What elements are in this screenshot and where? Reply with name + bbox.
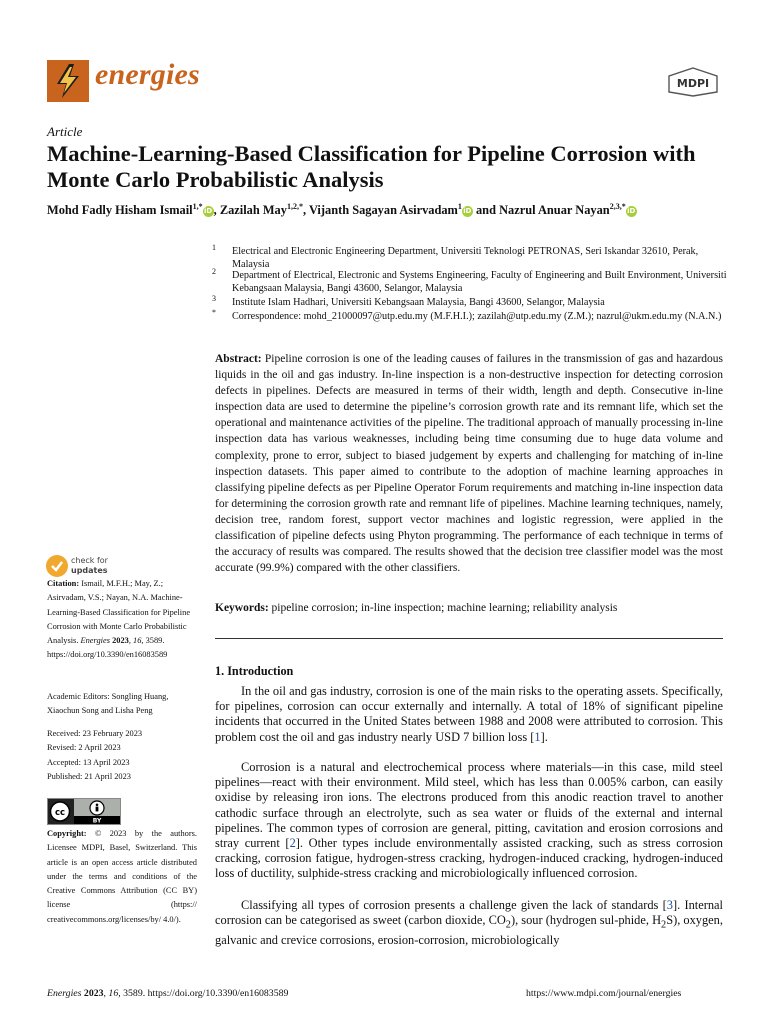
affiliation-number: 3 bbox=[212, 294, 216, 303]
cc-by-label: BY bbox=[92, 817, 102, 824]
reference-link-1[interactable]: 1 bbox=[534, 729, 541, 744]
updates-label: updates bbox=[71, 566, 108, 575]
mdpi-hexagon-icon bbox=[667, 67, 719, 97]
footer-year: 2023 bbox=[83, 988, 104, 999]
orcid-icon[interactable]: iD bbox=[627, 207, 636, 216]
affiliation-text: Electrical and Electronic Engineering Department, Universiti Teknologi PETRONAS, Seri Iskandar 32610, Perak, Malaysia bbox=[232, 246, 699, 271]
keywords bbox=[215, 602, 725, 614]
check-for-updates-badge[interactable] bbox=[46, 555, 166, 577]
author-affiliation-marker: 1 bbox=[457, 202, 462, 211]
author-affiliation-marker: 2,3,* bbox=[609, 202, 626, 211]
article-type: Article bbox=[47, 124, 83, 139]
author-name[interactable]: Vijanth Sagayan Asirvadam bbox=[308, 203, 458, 218]
author-name[interactable]: Zazilah May bbox=[219, 203, 287, 218]
orcid-icon[interactable]: iD bbox=[204, 207, 213, 216]
author-list: Mohd Fadly Hisham Ismail$^{1,*}$iD, Zazilah May$^{1,2,*}$, Vijanth Sagayan Asirvadam$^1$iD and Nazrul Anuar Nayan$^{2,3,*}$iD bbox=[47, 202, 636, 218]
abstract-label: Abstract: bbox=[215, 353, 262, 365]
date-item: Published: 21 April 2023 bbox=[47, 771, 131, 781]
affiliation-number: 2 bbox=[212, 267, 216, 276]
footer-doi[interactable]: , 3589. https://doi.org/10.3390/en16083589 bbox=[118, 988, 289, 999]
mdpi-logo[interactable] bbox=[667, 67, 719, 97]
section-divider bbox=[215, 638, 723, 639]
paper-title: Machine-Learning-Based Classification for Pipeline Corrosion with Monte Carlo Probabilistic Analysis bbox=[47, 141, 696, 192]
footer-journal-url[interactable]: https://www.mdpi.com/journal/energies bbox=[526, 988, 682, 999]
orcid-icon[interactable]: iD bbox=[463, 207, 472, 216]
section-heading-introduction: 1. Introduction bbox=[215, 664, 294, 678]
reference-link-2[interactable]: 2 bbox=[289, 836, 296, 851]
citation-journal: Energies bbox=[80, 636, 110, 646]
keywords-text: pipeline corrosion; in-line inspection; machine learning; reliability analysis bbox=[271, 602, 618, 614]
intro-paragraph-2: Corrosion is a natural and electrochemical process where materials—in this case, mild steel pipelines—react with their environment. Mild steel, which has less than 0.005% carbon, can easily oxidise by releasing iron ions. The electrons produced from this anodic reaction travel to another cathodic surface through an electrolyte, such as sea water or fluids of the external and internal pipelines. The common types of corrosion are general, pitting, cavitation and erosion corrosions and stray current [2]. Other types include environmentally assisted cracking, such as stress corrosion cracking, corrosion fatigue, hydrogen-stress cracking, hydrogen-induced cracking, hydrogen-induced loss of ductility, sulphide-stress cracking and microbiologically influenced corrosion. bbox=[215, 760, 723, 881]
intro-paragraph-1: In the oil and gas industry, corrosion is one of the main risks to the operating assets. Specifically, for pipelines, corrosion can occur externally and internally. A total of 18% of significant pipeline incidents that occurred in the United States between 1988 and 2008 were attributed to corrosion. This problem cost the oil and gas industry nearly USD 7 billion loss [1]. bbox=[215, 684, 723, 744]
check-icon bbox=[46, 555, 68, 577]
check-for-label: check for bbox=[71, 556, 108, 565]
author-name[interactable]: Nazrul Anuar Nayan bbox=[499, 203, 610, 218]
citation-pages: , 3589. bbox=[141, 636, 165, 646]
affiliation-item bbox=[214, 269, 734, 295]
journal-logo bbox=[47, 60, 89, 102]
intro-paragraph-3: Classifying all types of corrosion presents a challenge given the lack of standards [3]. Internal corrosion can be categorised as sweet (carbon dioxide, $CO_2$), sour (hydrogen sul-phide, $H_2S$), oxygen, galvanic and crevice corrosions, erosion-corrosion, microbiologically bbox=[215, 898, 723, 947]
citation-block: Citation: Ismail, M.F.H.; May, Z.; Asirvadam, V.S.; Nayan, N.A. Machine-Learning-Based Classification for Pipeline Corrosion with Monte Carlo Probabilistic Analysis. Energies 2023, 16, 3589. https://doi.org/10.3390/en16083589 bbox=[47, 579, 191, 660]
author-affiliation-marker: 1,2,* bbox=[286, 202, 303, 211]
svg-text:cc: cc bbox=[54, 808, 66, 818]
affiliation-item bbox=[214, 310, 734, 336]
abstract-text: Pipeline corrosion is one of the leading causes of failures in the transmission of gas and hazardous liquids in the oil and gas industry. In-line inspection is a non-destructive inspection for detecting corrosion defects in pipelines. Defects are measured in terms of their width, length and depth. Consecutive in-line inspection data are used to determine the pipeline’s corrosion growth rate and its remnant life, which set the operational and maintenance activities of the pipeline. The traditional approach of manually processing in-line inspection data has various weaknesses, including being time consuming due to huge data volume and complexity, prone to error, subject to biased judgement by experts and challenging for matching of in-line inspection datasets. This paper aimed to contribute to the adoption of machine learning approaches in classifying pipeline defects as per Pipeline Operator Forum requirements and matching in-line inspection data for determining the corrosion growth rate and remnant life of pipelines. Machine learning techniques, namely, decision tree, random forest, support vector machines and logistic regression, were applied in the classification of pipeline defects using Phyton programming. The performance of each technique in terms of the accuracy of results was compared. The results showed that the decision tree classifier model was the most accurate (99.9%) compared with the other classifiers. bbox=[215, 353, 724, 575]
citation-text: Ismail, M.F.H.; May, Z.; Asirvadam, V.S.; Nayan, N.A. Machine-Learning-Based Classification for Pipeline Corrosion with Monte Carlo Probabilistic Analysis. bbox=[47, 579, 191, 646]
affiliation-item bbox=[214, 296, 734, 309]
publication-dates bbox=[47, 727, 197, 784]
footer-citation: Energies 2023, 16, 3589. https://doi.org/10.3390/en16083589 bbox=[47, 988, 289, 999]
citation-volume: 16 bbox=[133, 636, 142, 646]
date-item: Received: 23 February 2023 bbox=[47, 729, 143, 738]
lightning-icon bbox=[47, 60, 89, 102]
copyright-text: © 2023 by the authors. Licensee MDPI, Basel, Switzerland. This article is an open access article distributed under the terms and conditions of the Creative Commons Attribution (CC BY) license (https:// creativecommons.org/licenses/by/ 4.0/). bbox=[47, 829, 198, 924]
citation-year: 2023 bbox=[112, 636, 129, 646]
copyright-label: Copyright: bbox=[47, 829, 87, 838]
affiliation-item bbox=[214, 245, 734, 271]
abstract bbox=[215, 351, 723, 576]
academic-editors: Academic Editors: Songling Huang, Xiaochun Song and Lisha Peng bbox=[47, 692, 169, 716]
affiliation-number: 1 bbox=[212, 243, 216, 252]
affiliation-text: Correspondence: mohd_21000097@utp.edu.my (M.F.H.I.); zazilah@utp.edu.my (Z.M.); nazrul@ukm.edu.my (N.A.N.) bbox=[232, 311, 722, 322]
footer-journal: Energies bbox=[47, 988, 82, 999]
keywords-label: Keywords: bbox=[215, 602, 269, 614]
publisher-label: MDPI bbox=[676, 77, 710, 90]
affiliation-text: Department of Electrical, Electronic and Systems Engineering, Faculty of Engineering and Built Environment, Universiti Kebangsaan Malaysia, Bangi 43600, Selangor, Malaysia bbox=[232, 270, 727, 295]
reference-link-3[interactable]: 3 bbox=[666, 898, 673, 912]
author-affiliation-marker: 1,* bbox=[192, 202, 203, 211]
date-item: Accepted: 13 April 2023 bbox=[47, 757, 130, 767]
copyright-notice bbox=[47, 827, 197, 927]
affiliation-number: * bbox=[212, 308, 216, 317]
footer-volume: 16 bbox=[108, 988, 119, 999]
cc-by-license-badge[interactable] bbox=[47, 798, 121, 825]
author-name[interactable]: Mohd Fadly Hisham Ismail bbox=[47, 203, 193, 218]
affiliation-text: Institute Islam Hadhari, Universiti Kebangsaan Malaysia, Bangi 43600, Selangor, Malaysia bbox=[232, 297, 605, 308]
citation-doi-link[interactable]: https://doi.org/10.3390/en16083589 bbox=[47, 650, 168, 660]
journal-name[interactable]: energies bbox=[95, 58, 200, 91]
date-item: Revised: 2 April 2023 bbox=[47, 743, 121, 753]
citation-label: Citation: bbox=[47, 579, 80, 588]
